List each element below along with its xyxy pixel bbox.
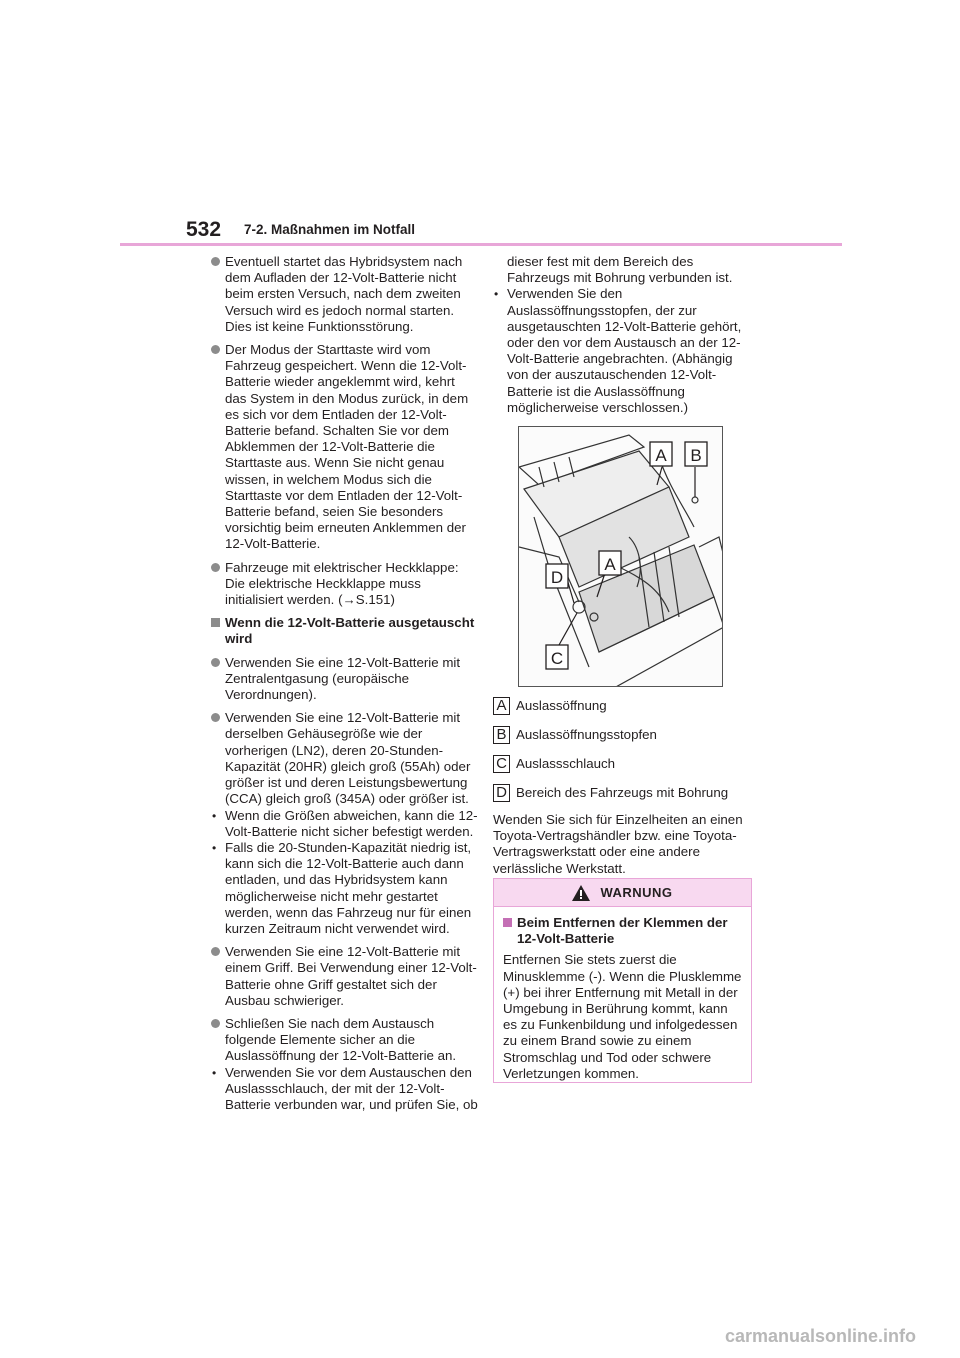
- figure-label-d: D: [550, 568, 564, 588]
- page-number: 532: [186, 218, 222, 241]
- legend-text: Bereich des Fahrzeugs mit Bohrung: [516, 784, 729, 800]
- figure-label-a: A: [655, 446, 667, 466]
- warning-text: Entfernen Sie stets zuerst die Minusklemme (-). Wenn die Plusklemme (+) bei ihrer Entfernung mit Metall in der Umgebung in Berührung kommt, kann es zu Funkenbildung und infolgedessen zu einem Brand sowie zu einem Stromschlag und Tod oder schwere Verletzungen kommen.: [503, 952, 742, 1081]
- bullet-item: Verwenden Sie eine 12-Volt-Batterie mit einem Griff. Bei Verwendung einer 12-Volt-Batterie ohne Griff gestaltet sich der Ausbau schwieriger.: [211, 944, 479, 1009]
- legend-text: Auslassöffnung: [516, 697, 607, 713]
- sub-bullet-item: • Wenn die Größen abweichen, kann die 12-Volt-Batterie nicht sicher befestigt werden.: [211, 808, 479, 840]
- left-column: [211, 254, 479, 1113]
- figure-label-c: C: [550, 649, 564, 669]
- legend-item: [493, 725, 753, 745]
- bullet-item: Fahrzeuge mit elektrischer Heckklappe: Die elektrische Heckklappe muss initialisiert werden. (→S.151): [211, 560, 479, 609]
- warning-header: [494, 879, 751, 907]
- closing-paragraph: Wenden Sie sich für Einzelheiten an einen Toyota-Vertragshändler bzw. eine Toyota-Vertragswerkstatt oder eine andere verlässliche Werkstatt.: [493, 812, 743, 876]
- legend-item: [493, 696, 753, 716]
- figure-label-b: B: [690, 446, 702, 466]
- sub-bullet-item: • Verwenden Sie vor dem Austauschen den Auslassschlauch, der mit der 12-Volt-Batterie verbunden war, und prüfen Sie, ob: [211, 1065, 479, 1114]
- sub-bullet-item: • Verwenden Sie den Auslassöffnungsstopfen, der zur ausgetauschten 12-Volt-Batterie gehört, oder den vor dem Austausch an der 12-Volt-Batterie angebrachten. (Abhängig von der auszutauschenden 12-Volt-Batterie ist die Auslassöffnung möglicherweise verschlossen.): [493, 286, 753, 416]
- bullet-item: Verwenden Sie eine 12-Volt-Batterie mit derselben Gehäusegröße wie der vorherigen (LN2), deren 20-Stunden-Kapazität (20HR) gleich groß (55Ah) oder größer ist und deren Leistungsbewertung (CCA) gleich groß (345A) oder größer ist.: [211, 710, 479, 807]
- warning-heading: Beim Entfernen der Klemmen der 12-Volt-Batterie: [503, 915, 744, 947]
- legend-item: [493, 754, 753, 774]
- legend-key: B: [493, 726, 510, 744]
- legend-text: Auslassschlauch: [516, 755, 616, 771]
- figure-label-a: A: [604, 555, 616, 575]
- warning-title: WARNUNG: [600, 885, 673, 900]
- battery-illustration: [518, 426, 723, 687]
- section-heading: Wenn die 12-Volt-Batterie ausgetauscht wird: [211, 615, 479, 647]
- bullet-item: Schließen Sie nach dem Austausch folgende Elemente sicher an die Auslassöffnung der 12-Volt-Batterie an.: [211, 1016, 479, 1065]
- warning-body: [494, 907, 751, 1082]
- section-title: 7-2. Maßnahmen im Notfall: [244, 222, 416, 237]
- warning-box: [493, 878, 752, 1083]
- legend-item: [493, 783, 753, 803]
- legend-key: D: [493, 784, 510, 802]
- legend-text: Auslassöffnungsstopfen: [516, 726, 657, 742]
- sub-bullet-item: • Falls die 20-Stunden-Kapazität niedrig ist, kann sich die 12-Volt-Batterie auch dann entladen, und das Hybridsystem kann möglicherweise nicht mehr gestartet werden, wenn das Fahrzeug nur für einen kurzen Zeitraum nicht verwendet wird.: [211, 840, 479, 937]
- watermark: carmanualsonline.info: [725, 1326, 917, 1346]
- legend-key: A: [493, 697, 510, 715]
- right-column: [493, 254, 753, 877]
- continuation-text: dieser fest mit dem Bereich des Fahrzeugs mit Bohrung verbunden ist.: [507, 254, 733, 286]
- bullet-item: Eventuell startet das Hybridsystem nach dem Aufladen der 12-Volt-Batterie nicht beim ersten Versuch, nach dem zweiten Versuch wird es jedoch normal starten. Dies ist keine Funktionsstörung.: [211, 254, 479, 335]
- bullet-item: Der Modus der Starttaste wird vom Fahrzeug gespeichert. Wenn die 12-Volt-Batterie wieder angeklemmt wird, kehrt das System in den Modus zurück, in dem es sich vor dem Entladen der 12-Volt-Batterie befand. Schalten Sie vor dem Abklemmen der 12-Volt-Batterie die Starttaste aus. Wenn Sie nicht genau wissen, in welchem Modus sich die Starttaste vor dem Entladen der 12-Volt-Batterie befand, seien Sie besonders vorsichtig beim erneuten Anklemmen der 12-Volt-Batterie.: [211, 342, 479, 553]
- header-rule: [120, 243, 842, 246]
- warning-triangle-icon: [572, 885, 590, 901]
- legend-key: C: [493, 755, 510, 773]
- bullet-item: Verwenden Sie eine 12-Volt-Batterie mit Zentralentgasung (europäische Verordnungen).: [211, 655, 479, 704]
